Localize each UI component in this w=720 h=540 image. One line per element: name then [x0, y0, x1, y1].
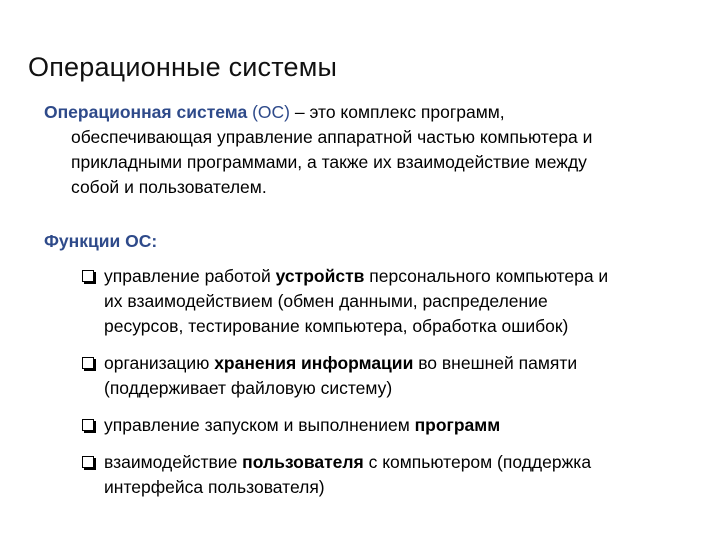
list-item-line-2: их взаимодействием (обмен данными, распределение: [104, 291, 548, 311]
list-item-text: с компьютером (поддержка: [363, 452, 592, 472]
list-item-line-1: [104, 351, 710, 376]
checkbox-square-icon: [82, 357, 94, 369]
list-item-text: организацию: [104, 353, 215, 373]
list-item-line-2: (поддерживает файловую систему): [104, 378, 393, 398]
list-item-line-1: [104, 450, 710, 475]
list-item-line-3: ресурсов, тестирование компьютера, обработка ошибок): [104, 316, 569, 336]
list-item-bold: хранения информации: [214, 353, 414, 373]
functions-heading: Функции ОС:: [44, 231, 158, 251]
list-item-bold: пользователя: [242, 452, 364, 472]
list-item-line-1: [104, 264, 710, 289]
list-item: [80, 351, 710, 401]
list-item-text: управление запуском и выполнением: [104, 415, 415, 435]
checkbox-square-icon: [82, 419, 94, 431]
list-item: [80, 450, 710, 500]
definition-abbr: (ОС): [252, 102, 291, 122]
definition-line-4: собой и пользователем.: [71, 177, 267, 197]
definition-line-1: [44, 100, 684, 125]
definition-paragraph: [44, 100, 684, 200]
list-item-bold: программ: [414, 415, 501, 435]
definition-line-2: обеспечивающая управление аппаратной частью компьютера и: [71, 127, 593, 147]
list-item-line-2: интерфейса пользователя): [104, 477, 325, 497]
list-item-text: персонального компьютера и: [364, 266, 609, 286]
checkbox-square-icon: [82, 270, 94, 282]
definition-line-1-rest: – это комплекс программ,: [290, 102, 505, 122]
functions-list: [80, 264, 710, 512]
list-item-text: взаимодействие: [104, 452, 243, 472]
list-item: [80, 413, 710, 438]
list-item-text: управление работой: [104, 266, 276, 286]
list-item-text: во внешней памяти: [413, 353, 578, 373]
definition-term: Операционная система: [44, 102, 248, 122]
list-item-line-1: [104, 413, 710, 438]
page-title: Операционные системы: [28, 52, 338, 82]
list-item-bold: устройств: [275, 266, 365, 286]
checkbox-square-icon: [82, 456, 94, 468]
list-item: [80, 264, 710, 339]
definition-line-3: прикладными программами, а также их взаимодействие между: [71, 152, 587, 172]
